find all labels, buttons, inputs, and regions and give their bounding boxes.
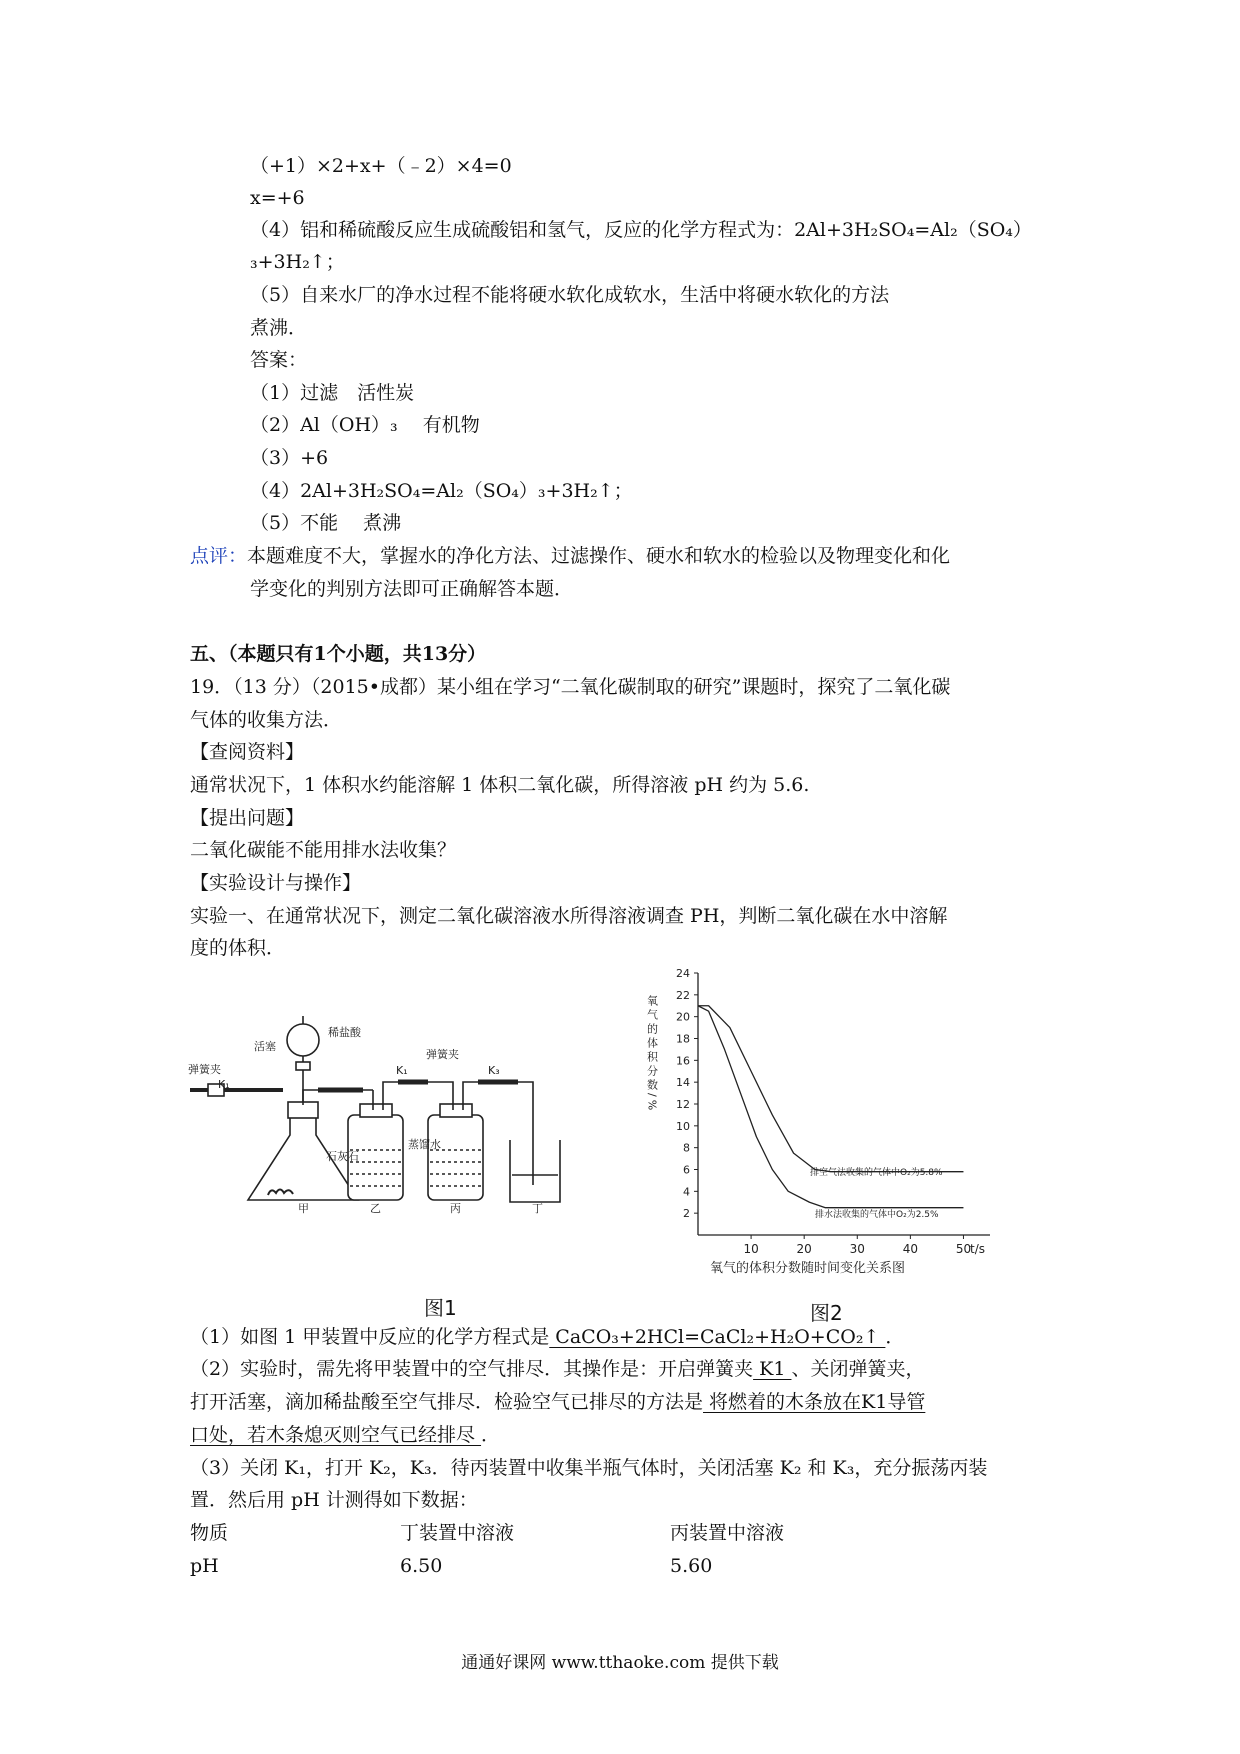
y-tick-label: 22 [676, 988, 690, 1002]
y-tick-label: 4 [683, 1185, 690, 1199]
comment-line2: 学变化的判别方法即可正确解答本题． [250, 578, 574, 600]
label-k1-left: K₁ [218, 1078, 230, 1091]
label-distilled-water: 蒸馏水 [408, 1138, 441, 1151]
x-axis-unit: t/s [970, 1242, 985, 1256]
label-spring-clamp-right: 弹簧夹 [426, 1048, 459, 1061]
q2-line3 [190, 1421, 500, 1449]
y-tick-label: 18 [676, 1032, 690, 1046]
x-result: x=+6 [250, 187, 305, 209]
chart-title: 氧气的体积分数随时间变化关系图 [710, 1261, 906, 1276]
q1-answer: CaCO₃+2HCl=CaCl₂+H₂O+CO₂↑ [549, 1326, 886, 1348]
answer-label: 答案： [250, 349, 308, 371]
label-dilute-hcl: 稀盐酸 [328, 1026, 361, 1039]
label-bing: 丙 [450, 1202, 461, 1215]
y-tick-label: 6 [683, 1163, 690, 1177]
answer-2: （2）Al（OH）₃ 有机物 [250, 414, 480, 436]
q3-line2: 置．然后用 pH 计测得如下数据： [190, 1489, 478, 1511]
label-jia: 甲 [298, 1202, 309, 1215]
answer-4: （4）2Al+3H₂SO₄=Al₂（SO₄）₃+3H₂↑； [250, 480, 633, 502]
answer-5: （5）不能 煮沸 [250, 512, 402, 534]
q3-line1: （3）关闭 K₁，打开 K₂，K₃．待丙装置中收集半瓶气体时，关闭活塞 K₂ 和 K₃，充分振荡丙装 [190, 1457, 988, 1479]
experiment-line1: 实验一、在通常状况下，测定二氧化碳溶液水所得溶液调查 PH，判断二氧化碳在水中溶解 [190, 905, 948, 927]
table-value-bing: 5.60 [670, 1555, 713, 1577]
x-tick-label: 40 [902, 1242, 919, 1256]
label-k3: K₃ [488, 1064, 500, 1077]
answer-1: （1）过滤 活性炭 [250, 382, 415, 404]
y-axis-label: 氧气的体积分数/% [645, 995, 659, 1114]
q1-prefix: （1）如图 1 甲装置中反应的化学方程式是 [190, 1326, 550, 1348]
part4-line1: （4）铝和稀硫酸反应生成硫酸铝和氢气，反应的化学方程式为：2Al+3H₂SO₄=Al₂（SO₄） [250, 219, 1032, 241]
q2-line1-answer: K1 [753, 1358, 792, 1380]
x-tick-label: 10 [743, 1242, 759, 1256]
figure1-caption: 图1 [424, 1296, 457, 1320]
calc-line: （+1）×2+x+（﹣2）×4=0 [250, 155, 512, 177]
table-header-bing: 丙装置中溶液 [670, 1522, 785, 1544]
label-stopcock: 活塞 [254, 1040, 276, 1053]
comment-text: 本题难度不大，掌握水的净化方法、过滤操作、硬水和软水的检验以及物理变化和化 [247, 545, 951, 567]
figure2-caption: 图2 [810, 1301, 843, 1325]
q2-line2-prefix: 打开活塞，滴加稀盐酸至空气排尽．检验空气已排尽的方法是 [190, 1391, 704, 1413]
question-line1: 19．（13 分）（2015•成都）某小组在学习“二氧化碳制取的研究”课题时，探究了二氧化碳 [190, 676, 951, 698]
problem-header: 【提出问题】 [190, 807, 305, 829]
answer-3: （3）+6 [250, 447, 329, 469]
footer: 通通好课网 www.tthaoke.com 提供下载 [461, 1653, 779, 1673]
series-line-1 [698, 1006, 963, 1172]
q2-line1-prefix: （2）实验时，需先将甲装置中的空气排尽．其操作是：开启弹簧夹 [190, 1358, 754, 1380]
design-header: 【实验设计与操作】 [190, 872, 362, 894]
table-value-ding: 6.50 [400, 1555, 443, 1577]
label-spring-clamp-left: 弹簧夹 [188, 1063, 221, 1076]
annotation-air: 排空气法收集的气体中O₂为5.8% [810, 1168, 943, 1178]
label-yi: 乙 [370, 1202, 381, 1215]
q2-line1-suffix: 、关闭弹簧夹， [791, 1358, 925, 1380]
label-k1: K₁ [396, 1064, 408, 1077]
part4-line2: ₃+3H₂↑； [250, 251, 345, 273]
y-tick-label: 16 [676, 1054, 690, 1068]
y-tick-label: 8 [683, 1141, 690, 1155]
x-tick-label: 30 [849, 1242, 865, 1256]
problem-text: 二氧化碳能不能用排水法收集？ [190, 839, 457, 861]
q2-line2 [190, 1388, 925, 1416]
comment-label: 点评： [190, 545, 248, 567]
label-limestone: 石灰石 [326, 1150, 359, 1163]
y-tick-label: 14 [676, 1076, 690, 1090]
q1-suffix: ． [885, 1326, 905, 1348]
y-tick-label: 24 [676, 967, 690, 980]
table-row-label: pH [190, 1555, 219, 1577]
q1-line [190, 1323, 904, 1351]
x-tick-label: 20 [796, 1242, 812, 1256]
question-line2: 气体的收集方法． [190, 709, 343, 731]
x-tick-label: 50 [955, 1242, 972, 1256]
y-tick-label: 12 [676, 1098, 690, 1111]
y-tick-label: 10 [676, 1119, 690, 1133]
section-heading: 五、（本题只有1个小题，共13分） [190, 643, 487, 665]
part5-line1: （5）自来水厂的净水过程不能将硬水软化成软水，生活中将硬水软化的方法 [250, 284, 890, 306]
y-tick-label: 20 [676, 1010, 690, 1024]
table-header-ding: 丁装置中溶液 [400, 1522, 515, 1544]
table-header-substance: 物质 [190, 1522, 229, 1544]
experiment-line2: 度的体积． [190, 937, 286, 959]
y-tick-label: 2 [683, 1207, 690, 1221]
annotation-water: 排水法收集的气体中O₂为2.5% [815, 1210, 939, 1220]
label-ding: 丁 [532, 1202, 543, 1215]
info-text: 通常状况下，1 体积水约能溶解 1 体积二氧化碳，所得溶液 pH 约为 5.6. [190, 774, 810, 796]
comment-line1 [190, 542, 950, 570]
info-header: 【查阅资料】 [190, 741, 305, 763]
q2-line2-answer: 将燃着的木条放在K1导管 [703, 1391, 926, 1413]
q2-line3-answer: 口处，若木条熄灭则空气已经排尽 [190, 1424, 482, 1446]
q2-line3-suffix: ． [481, 1424, 501, 1446]
figure1-apparatus [188, 1010, 638, 1215]
q2-line1 [190, 1355, 924, 1383]
part5-line2: 煮沸． [250, 317, 308, 339]
figure2-chart [640, 955, 1010, 1285]
